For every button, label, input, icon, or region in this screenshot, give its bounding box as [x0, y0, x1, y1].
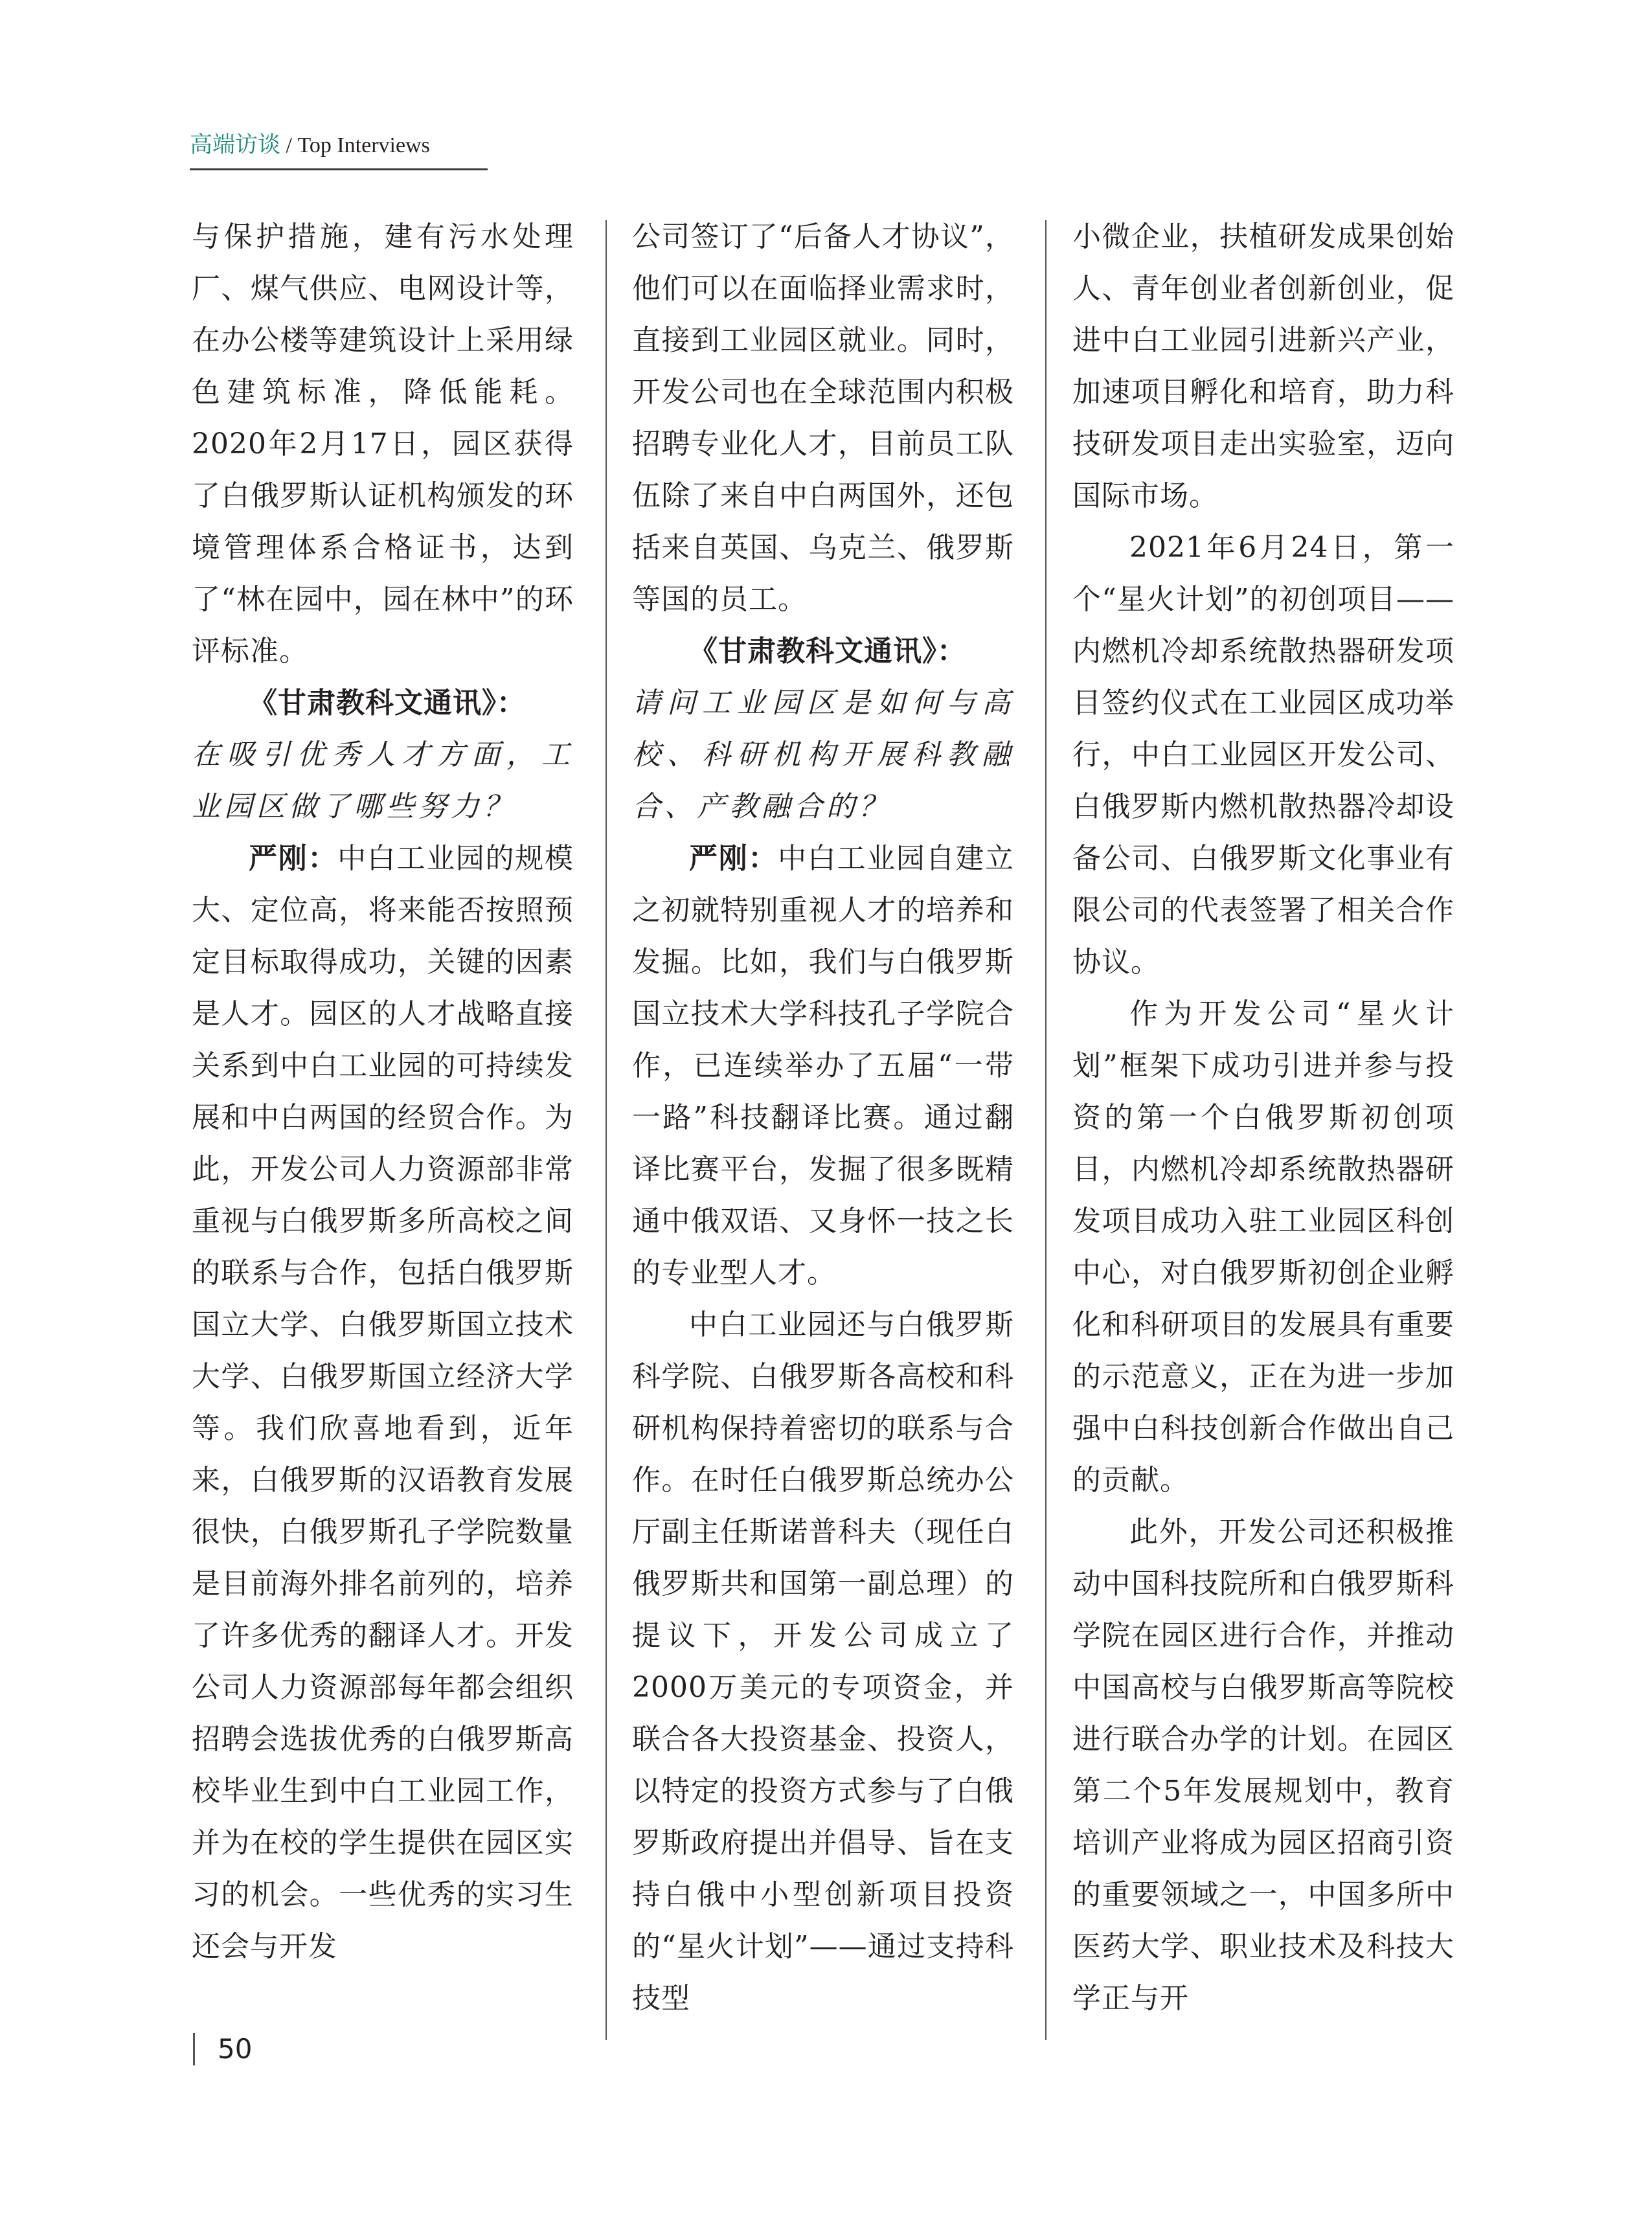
speaker-name: 严刚：	[249, 842, 338, 875]
question-text: 请问工业园区是如何与高校、科研机构开展科教融合、产教融合的？	[632, 687, 1014, 823]
question-source: 《甘肃教科文通讯》：	[249, 687, 526, 720]
page-number: 50	[218, 2033, 253, 2065]
paragraph: 中白工业园还与白俄罗斯科学院、白俄罗斯各高校和科研机构保持着密切的联系与合作。在时任白俄罗斯总统办公厅副主任斯诺普科夫（现任白俄罗斯共和国第一副总理）的提议下，开发公司成立了2000万美元的专项资金，并联合各大投资基金、投资人，以特定的投资方式参与了白俄罗斯政府提出并倡导、旨在支持白俄中小型创新项目投资的“星火计划”——通过支持科技型	[632, 1308, 1014, 2015]
question-text: 在吸引优秀人才方面，工业园区做了哪些努力？	[192, 738, 574, 823]
section-title-en: Top Interviews	[297, 133, 430, 157]
paragraph: 公司签订了“后备人才协议”，他们可以在面临择业需求时，直接到工业园区就业。同时，开发公司也在全球范围内积极招聘专业化人才，目前员工队伍除了来自中白两国外，还包括来自英国、乌克兰、俄罗斯等国的员工。	[632, 220, 1014, 616]
column-divider	[1045, 220, 1047, 2040]
paragraph: 与保护措施，建有污水处理厂、煤气供应、电网设计等，在办公楼等建筑设计上采用绿色建筑标准，降低能耗。2020年2月17日，园区获得了白俄罗斯认证机构颁发的环境管理体系合格证书，达到了“林在园中，园在林中”的环评标准。	[192, 220, 574, 668]
question-source: 《甘肃教科文通讯》：	[689, 635, 966, 668]
paragraph: 2021年6月24日，第一个“星火计划”的初创项目——内燃机冷却系统散热器研发项目签约仪式在工业园区成功举行，中白工业园区开发公司、白俄罗斯内燃机散热器冷却设备公司、白俄罗斯文化事业有限公司的代表签署了相关合作协议。	[1072, 531, 1454, 979]
page-number-bar	[193, 2033, 195, 2065]
paragraph: 此外，开发公司还积极推动中国科技院所和白俄罗斯科学院在园区进行合作，并推动中国高校与白俄罗斯高等院校进行联合办学的计划。在园区第二个5年发展规划中，教育培训产业将成为园区招商引资的重要领域之一，中国多所中医药大学、职业技术及科技大学正与开	[1072, 1516, 1454, 2015]
header-separator: /	[280, 133, 298, 157]
section-title-cn: 高端访谈	[190, 132, 281, 158]
text-column-1	[192, 211, 574, 1973]
interview-question	[192, 677, 574, 729]
column-divider	[605, 220, 607, 2040]
answer-text: 中白工业园自建立之初就特别重视人才的培养和发掘。比如，我们与白俄罗斯国立技术大学科技孔子学院合作，已连续举办了五届“一带一路”科技翻译比赛。通过翻译比赛平台，发掘了很多既精通中俄双语、又身怀一技之长的专业型人才。	[632, 842, 1015, 1289]
interview-answer	[192, 833, 574, 1973]
paragraph: 作为开发公司“星火计划”框架下成功引进并参与投资的第一个白俄罗斯初创项目，内燃机冷却系统散热器研发项目成功入驻工业园区科创中心，对白俄罗斯初创企业孵化和科研项目的发展具有重要的示范意义，正在为进一步加强中白科技创新合作做出自己的贡献。	[1072, 997, 1454, 1497]
speaker-name: 严刚：	[689, 842, 778, 875]
answer-text: 中白工业园的规模大、定位高，将来能否按照预定目标取得成功，关键的因素是人才。园区的人才战略直接关系到中白工业园的可持续发展和中白两国的经贸合作。为此，开发公司人力资源部非常重视与白俄罗斯多所高校之间的联系与合作，包括白俄罗斯国立大学、白俄罗斯国立技术大学、白俄罗斯国立经济大学等。我们欣喜地看到，近年来，白俄罗斯的汉语教育发展很快，白俄罗斯孔子学院数量是目前海外排名前列的，培养了许多优秀的翻译人才。开发公司人力资源部每年都会组织招聘会选拔优秀的白俄罗斯高校毕业生到中白工业园工作，并为在校的学生提供在园区实习的机会。一些优秀的实习生还会与开发	[192, 842, 574, 1963]
interview-question	[632, 626, 1014, 677]
interview-answer	[632, 833, 1014, 1299]
paragraph: 小微企业，扶植研发成果创始人、青年创业者创新创业，促进中白工业园引进新兴产业，加速项目孵化和培育，助力科技研发项目走出实验室，迈向国际市场。	[1072, 220, 1454, 512]
text-column-3	[1072, 211, 1454, 2025]
text-column-2	[632, 211, 1014, 2025]
running-header	[190, 127, 488, 170]
